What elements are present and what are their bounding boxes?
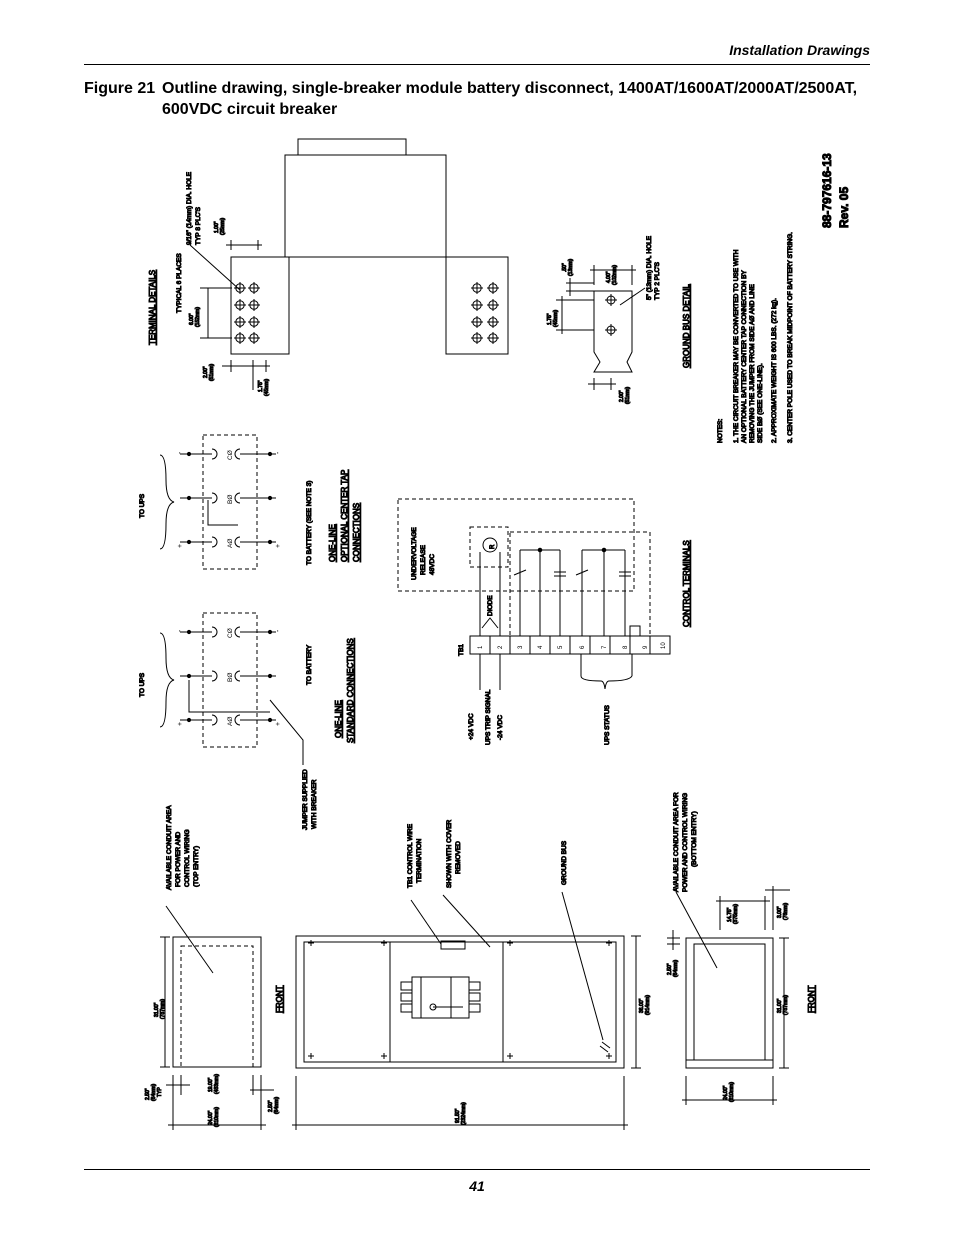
lv-d31: 31.00"	[154, 1002, 160, 1017]
mv-d915-mm: (2324mm)	[461, 1102, 467, 1125]
tb1-terminal-number: 8	[623, 645, 629, 649]
left-elevation	[160, 906, 274, 1130]
std-title-1: ONE-LINE	[334, 700, 343, 738]
gb-hole-typ: TYP 2 PLC'S	[654, 262, 661, 300]
mv-d36-mm: (914mm)	[645, 994, 651, 1015]
phase-label: AØ	[227, 538, 234, 548]
note-line: 3. CENTER POLE USED TO BREAK MIDPOINT OF BATTERY STRING.	[787, 232, 794, 443]
plus-sign: +	[275, 543, 282, 548]
tb1-terminal-number: 2	[498, 645, 504, 649]
tb1-terminal-number: 4	[538, 645, 544, 649]
rv-d250-mm: (64mm)	[673, 959, 679, 977]
rv-d31-mm: (787mm)	[783, 994, 789, 1015]
oneline-optional-drawing	[160, 435, 282, 569]
note-line: 1. THE CIRCUIT BREAKER MAY BE CONVERTED TO USE WITH	[733, 249, 740, 443]
section-header: Installation Drawings	[729, 42, 870, 58]
dim-100-mm: (25mm)	[220, 217, 226, 235]
tb1-terminal-number: 10	[661, 642, 667, 649]
mv-tb1-2: TERMINATION	[416, 838, 423, 883]
rv-d24-mm: (610mm)	[729, 1081, 735, 1102]
drawing-number: 88-797616-13	[820, 153, 834, 228]
phase-label: AØ	[227, 716, 234, 726]
mv-d36: 36.00"	[639, 998, 645, 1013]
opt-to-ups: TO UPS	[139, 493, 146, 518]
minus-sign: -	[177, 629, 184, 632]
minus-sign: -	[275, 451, 282, 454]
poles-optional	[177, 449, 282, 548]
tb1-cells	[478, 636, 667, 654]
tb1-terminal-number: 9	[643, 645, 649, 649]
mv-cover-2: REMOVED	[455, 841, 462, 874]
gb-dim-400: 4.00"	[606, 271, 612, 283]
plus-sign: +	[177, 721, 184, 726]
tb1-terminal-number: 1	[478, 645, 484, 649]
oneline-standard-drawing	[160, 613, 303, 765]
gb-dim-50: .50"	[562, 263, 568, 272]
terminal-bolts-right	[471, 282, 499, 344]
gb-dim-400-mm: (102mm)	[612, 264, 618, 285]
control-terminals-title: CONTROL TERMINALS	[682, 540, 691, 627]
lv-conduit-1: AVAILABLE CONDUIT AREA	[166, 805, 173, 890]
std-to-ups: TO UPS	[139, 672, 146, 697]
mv-tb1-1: TB1 CONTROL WIRE	[407, 823, 414, 888]
tb1-terminal-number: 5	[558, 645, 564, 649]
lv-d19-mm: (483mm)	[214, 1073, 220, 1094]
plus-sign: +	[177, 543, 184, 548]
mv-ground-bus: GROUND BUS	[561, 840, 568, 885]
gb-dim-200-mm: (51mm)	[625, 386, 631, 404]
lv-conduit-3: CONTROL WIRING	[184, 829, 191, 887]
mv-cover-1: SHOWN WITH COVER	[446, 819, 453, 888]
lv-d24-mm: (610mm)	[214, 1106, 220, 1127]
rv-conduit-2: POWER AND CONTROL WIRING	[682, 792, 689, 892]
phase-label: BØ	[227, 494, 234, 504]
minus-sign: -	[275, 629, 282, 632]
dim-200: 2.00"	[203, 366, 209, 378]
dim-175-mm: (45mm)	[264, 378, 270, 396]
lv-d250: 2.50"	[145, 1088, 151, 1100]
dim-200-mm: (51mm)	[209, 363, 215, 381]
relay-r: R	[490, 544, 496, 549]
terminal-hole-label: 9/16" (14mm) DIA. HOLE	[186, 171, 193, 245]
lv-d250-typ: TYP	[157, 1087, 163, 1097]
rv-d1475-mm: (375mm)	[733, 903, 739, 924]
cover-fasteners	[308, 940, 612, 1059]
minus24-label: -24 VDC	[497, 715, 504, 740]
lv-conduit-4: (TOP ENTRY)	[193, 845, 200, 887]
jumper-label-2: WITH BREAKER	[311, 779, 318, 829]
std-to-battery: TO BATTERY	[306, 644, 313, 685]
page-number: 41	[469, 1178, 485, 1194]
ground-bus-drawing	[556, 265, 645, 390]
lv-d250b: 2.50"	[268, 1100, 274, 1112]
gb-dim-175: 1.75"	[547, 313, 553, 325]
rv-front: FRONT	[807, 985, 816, 1013]
plus-sign: +	[275, 721, 282, 726]
opt-title-1: ONE-LINE	[328, 524, 337, 562]
std-title-2: STANDARD CONNECTIONS	[346, 638, 355, 743]
terminal-typical: TYPICAL 6 PLACES	[176, 253, 183, 313]
opt-title-3: CONNECTIONS	[352, 502, 361, 562]
tb1-terminal-number: 3	[518, 645, 524, 649]
diode-label: DIODE	[487, 595, 494, 616]
gb-dim-200: 2.00"	[619, 390, 625, 402]
note-line: AN OPTIONAL BATTERY CENTER TAP CONNECTION BY	[741, 270, 748, 443]
lv-d250-mm: (64mm)	[151, 1083, 157, 1101]
phase-label: BØ	[227, 672, 234, 682]
dim-100: 1.00"	[214, 221, 220, 233]
lv-d24: 24.00"	[208, 1110, 214, 1125]
terminal-details-title: TERMINAL DETAILS	[148, 269, 157, 345]
minus-sign: -	[177, 451, 184, 454]
rv-d300-mm: (76mm)	[783, 902, 789, 920]
note-line: 2. APPROXIMATE WEIGHT IS 600 LBS. (272 kg).	[771, 298, 778, 443]
jumper-label-1: JUMPER SUPPLIED	[302, 769, 309, 830]
rv-d300: 3.00"	[777, 906, 783, 918]
lv-front: FRONT	[275, 985, 284, 1013]
rv-conduit-1: AVAILABLE CONDUIT AREA FOR	[673, 792, 680, 892]
dim-600-mm: (152mm)	[195, 306, 201, 327]
ups-status-label: UPS STATUS	[604, 705, 611, 745]
gb-dim-50-mm: (13mm)	[568, 258, 574, 276]
dim-600: 6.00"	[189, 313, 195, 325]
rv-d31: 31.00"	[777, 998, 783, 1013]
uv-label-1: UNDERVOLTAGE	[411, 527, 418, 580]
lv-d31-mm: (787mm)	[160, 998, 166, 1019]
gb-dim-175-mm: (45mm)	[553, 309, 559, 327]
terminal-hole-typ: TYP 8 PLC'S	[195, 207, 202, 245]
breaker-top-view	[190, 139, 508, 390]
mv-d915: 91.50"	[455, 1108, 461, 1123]
note-line: SIDE BØ (SEE ONE-LINE).	[757, 363, 764, 443]
rv-conduit-3: (BOTTOM ENTRY)	[691, 811, 698, 867]
tb1-terminal-number: 7	[602, 645, 608, 649]
rv-d1475: 14.75"	[727, 907, 733, 922]
tb1-terminal-number: 6	[580, 645, 586, 649]
lv-d19: 19.00"	[208, 1077, 214, 1092]
footer-rule	[84, 1169, 870, 1170]
lv-conduit-2: FOR POWER AND	[175, 831, 182, 887]
control-terminals-drawing	[398, 499, 670, 690]
gb-hole: 5" (13mm) DIA. HOLE	[646, 235, 653, 300]
dim-175: 1.75"	[258, 380, 264, 392]
terminal-bolts-left	[234, 282, 260, 344]
tb1-label: TB1	[458, 644, 465, 656]
phase-label: CØ	[227, 450, 234, 460]
rv-d250: 2.50"	[667, 963, 673, 975]
notes-lines	[733, 232, 794, 443]
rv-d24: 24.00"	[723, 1085, 729, 1100]
figure-title: Outline drawing, single-breaker module battery disconnect, 1400AT/1600AT/2000AT/2500AT, 600VDC circuit breaker	[162, 80, 858, 118]
middle-elevation	[292, 892, 641, 1130]
phase-label: CØ	[227, 628, 234, 638]
ground-bus-detail-title: GROUND BUS DETAIL	[682, 284, 691, 368]
note-line: REMOVING THE JUMPER FROM SIDE AØ AND LINE	[749, 284, 756, 443]
notes-title: NOTES:	[717, 418, 724, 443]
drawing-rev: Rev. 05	[837, 186, 851, 228]
lv-d250b-mm: (64mm)	[274, 1096, 280, 1114]
poles-standard	[177, 627, 282, 726]
figure-number: Figure 21	[84, 80, 156, 97]
opt-title-2: OPTIONAL CENTER TAP	[340, 469, 349, 562]
uv-label-2: RELEASE	[420, 545, 427, 575]
trip-label: UPS TRIP SIGNAL	[485, 689, 492, 745]
plus24-label: +24 VDC	[468, 713, 475, 740]
opt-to-battery: TO BATTERY (SEE NOTE 3)	[306, 480, 313, 565]
uv-label-3: 48VDC	[429, 554, 436, 575]
